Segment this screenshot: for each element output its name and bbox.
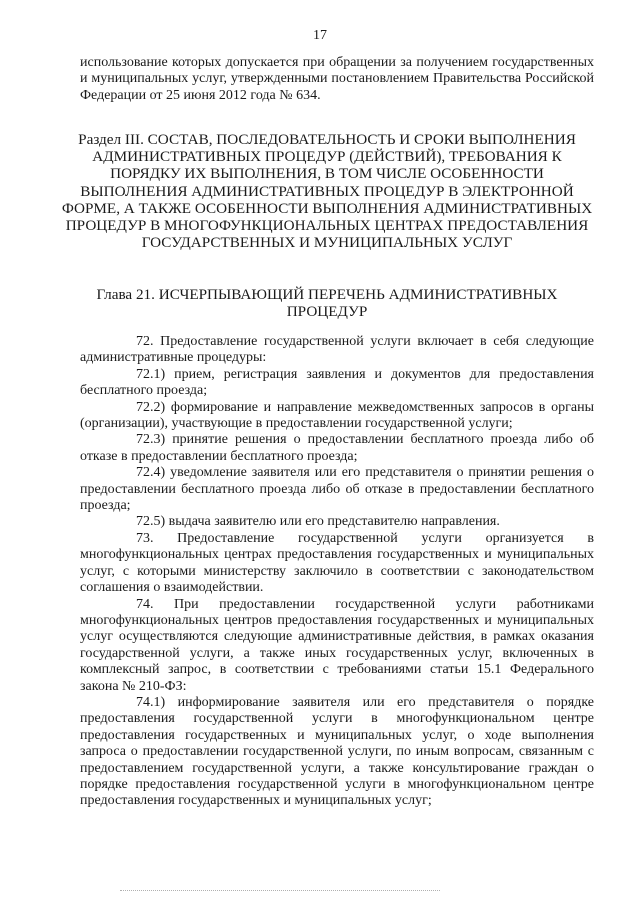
intro-text: использование которых допускается при обращении за получением государственных и муниципальных услуг, утвержденными постановлением Правительства Российской Федерации от 25 июня 2012 года № 634. [80, 55, 594, 103]
paragraph-74-1: 74.1) информирование заявителя или его представителя о порядке предоставления государственной услуги в многофункциональном центре предоставления государственных и муниципальных услуг, о ходе выполнения запроса о предоставлении государственной услуги, по иным вопросам, связанным с предоставлением государственной услуги, а также консультирование граждан о порядке предоставления государственной услуги в многофункциональном центре предоставления государственных и муниципальных услуг; [80, 694, 594, 809]
paragraph-72-4: 72.4) уведомление заявителя или его представителя о принятии решения о предоставлении бесплатного проезда либо об отказе в предоставлении бесплатного проезда; [80, 465, 594, 514]
paragraph-73: 73. Предоставление государственной услуги организуется в многофункциональных центрах предоставления государственных и муниципальных услуг, с которыми министерству заключило в соответствии с законодательством соглашения о взаимодействии. [80, 530, 594, 596]
paragraph-72: 72. Предоставление государственной услуги включает в себя следующие административные процедуры: [80, 334, 594, 366]
page-number: 17 [313, 28, 327, 43]
chapter-heading: Глава 21. ИСЧЕРПЫВАЮЩИЙ ПЕРЕЧЕНЬ АДМИНИСТРАТИВНЫХ ПРОЦЕДУР [96, 286, 558, 321]
paragraph-72-2: 72.2) формирование и направление межведомственных запросов в органы (организации), участвующие в предоставлении государственной услуги; [80, 399, 594, 432]
paragraph-74: 74. При предоставлении государственной услуги работниками многофункциональных центров предоставления государственных и муниципальных услуг осуществляются следующие административные действия, в рамках оказания государственной услуги, а также иных государственных услуг, включенных в комплексный запрос, в соответствии с требованиями статьи 15.1 Федерального закона № 210-ФЗ: [80, 596, 594, 694]
bottom-scan-line [120, 890, 440, 892]
procedure-list [80, 334, 594, 810]
section-heading: Раздел III. СОСТАВ, ПОСЛЕДОВАТЕЛЬНОСТЬ И СРОКИ ВЫПОЛНЕНИЯ АДМИНИСТРАТИВНЫХ ПРОЦЕДУР (ДЕЙСТВИЙ), ТРЕБОВАНИЯ К ПОРЯДКУ ИХ ВЫПОЛНЕНИЯ, В ТОМ ЧИСЛЕ ОСОБЕННОСТИ ВЫПОЛНЕНИЯ АДМИНИСТРАТИВНЫХ ПРОЦЕДУР В ЭЛЕКТРОННОЙ ФОРМЕ, А ТАКЖЕ ОСОБЕННОСТИ ВЫПОЛНЕНИЯ АДМИНИСТРАТИВНЫХ ПРОЦЕДУР В МНОГОФУНКЦИОНАЛЬНЫХ ЦЕНТРАХ ПРЕДОСТАВЛЕНИЯ ГОСУДАРСТВЕННЫХ И МУНИЦИПАЛЬНЫХ УСЛУГ [61, 131, 593, 252]
paragraph-72-1: 72.1) прием, регистрация заявления и документов для предоставления бесплатного проезда; [80, 366, 594, 399]
intro-paragraph [80, 55, 594, 104]
paragraph-72-5: 72.5) выдача заявителю или его представителю направления. [136, 514, 500, 530]
paragraph-72-3: 72.3) принятие решения о предоставлении бесплатного проезда либо об отказе в предоставлении бесплатного проезда; [80, 432, 594, 464]
